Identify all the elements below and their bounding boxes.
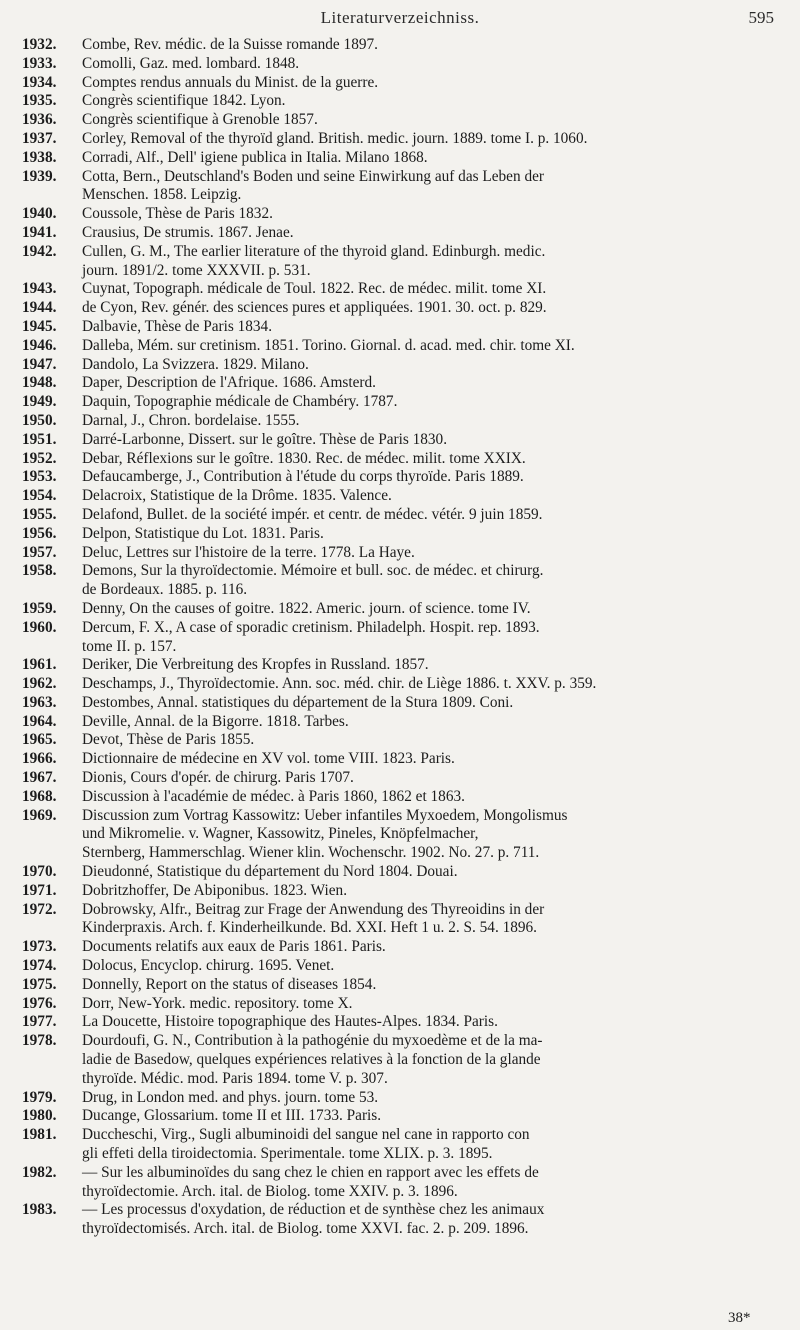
entry-number: 1943. <box>22 280 57 298</box>
entry-number: 1968. <box>22 787 57 805</box>
entry-number: 1974. <box>22 957 57 975</box>
entry-text: Documents relatifs aux eaux de Paris 1861. Paris. <box>82 938 386 956</box>
entry-number: 1975. <box>22 975 57 993</box>
entry-number: 1939. <box>22 167 57 185</box>
bibliography-entry <box>0 468 800 487</box>
entry-number: 1979. <box>22 1088 57 1106</box>
running-title: Literaturverzeichniss. <box>320 8 480 27</box>
entry-number: 1982. <box>22 1163 57 1181</box>
entry-text: Dourdoufi, G. N., Contribution à la pathogénie du myxoedème et de la ma- ladie de Basedow, quelques expériences relatives à la fonction de la glande thyroïde. Médic. mod. Paris 1894. tome V. p. 307. <box>82 1032 543 1087</box>
entry-text: de Cyon, Rev. génér. des sciences pures et appliquées. 1901. 30. oct. p. 829. <box>82 299 547 317</box>
bibliography-list <box>0 36 800 1239</box>
entry-text: Crausius, De strumis. 1867. Jenae. <box>82 223 294 241</box>
entry-text: Dercum, F. X., A case of sporadic cretinism. Philadelph. Hospit. rep. 1893. tome II. p. 157. <box>82 618 540 655</box>
entry-text: Coussole, Thèse de Paris 1832. <box>82 205 273 223</box>
entry-text: Dionis, Cours d'opér. de chirurg. Paris 1707. <box>82 769 354 787</box>
bibliography-entry <box>0 525 800 544</box>
entry-text: Dobritzhoffer, De Abiponibus. 1823. Wien. <box>82 881 348 899</box>
entry-number: 1953. <box>22 468 57 486</box>
entry-number: 1954. <box>22 487 57 505</box>
entry-text: Deschamps, J., Thyroïdectomie. Ann. soc. méd. chir. de Liège 1886. t. XXV. p. 359. <box>82 675 597 693</box>
entry-number: 1933. <box>22 54 57 72</box>
entry-number: 1942. <box>22 242 57 260</box>
entry-text: Deville, Annal. de la Bigorre. 1818. Tarbes. <box>82 712 349 730</box>
entry-number: 1973. <box>22 938 57 956</box>
page-header <box>0 0 800 40</box>
entry-text: Delpon, Statistique du Lot. 1831. Paris. <box>82 524 324 542</box>
entry-text: Cullen, G. M., The earlier literature of the thyroid gland. Edinburgh. medic. journ. 1891/2. tome XXXVII. p. 531. <box>82 242 546 279</box>
entry-number: 1967. <box>22 769 57 787</box>
bibliography-entry <box>0 731 800 750</box>
entry-number: 1970. <box>22 863 57 881</box>
entry-text: Discussion à l'académie de médec. à Paris 1860, 1862 et 1863. <box>82 787 465 805</box>
entry-number: 1951. <box>22 430 57 448</box>
entry-text: Duccheschi, Virg., Sugli albuminoidi del sangue nel cane in rapporto con gli effeti della tiroidectomia. Sperimentale. tome XLIX. p. 3. 1895. <box>82 1126 530 1163</box>
bibliography-entry <box>0 224 800 243</box>
entry-text: Corley, Removal of the thyroïd gland. British. medic. journ. 1889. tome I. p. 1060. <box>82 129 588 147</box>
entry-text: Darré-Larbonne, Dissert. sur le goître. Thèse de Paris 1830. <box>82 430 448 448</box>
bibliography-entry <box>0 1013 800 1032</box>
bibliography-entry <box>0 544 800 563</box>
entry-text: Delafond, Bullet. de la société impér. et centr. de médec. vétér. 9 juin 1859. <box>82 505 543 523</box>
entry-text: Dandolo, La Svizzera. 1829. Milano. <box>82 355 309 373</box>
bibliography-entry <box>0 506 800 525</box>
bibliography-entry <box>0 995 800 1014</box>
entry-number: 1966. <box>22 750 57 768</box>
entry-number: 1934. <box>22 73 57 91</box>
entry-number: 1941. <box>22 223 57 241</box>
entry-text: Denny, On the causes of goitre. 1822. Americ. journ. of science. tome IV. <box>82 599 531 617</box>
entry-number: 1945. <box>22 317 57 335</box>
bibliography-entry <box>0 318 800 337</box>
bibliography-entry <box>0 901 800 939</box>
entry-text: Dobrowsky, Alfr., Beitrag zur Frage der Anwendung des Thyreoidins in der Kinderpraxis. Arch. f. Kinderheilkunde. Bd. XXI. Heft 1 u. 2. S. 54. 1896. <box>82 900 545 937</box>
entry-text: Donnelly, Report on the status of diseases 1854. <box>82 975 377 993</box>
bibliography-entry <box>0 976 800 995</box>
entry-text: Congrès scientifique 1842. Lyon. <box>82 92 286 110</box>
entry-text: Dalleba, Mém. sur cretinism. 1851. Torino. Giornal. d. acad. med. chir. tome XI. <box>82 336 575 354</box>
entry-text: Daper, Description de l'Afrique. 1686. Amsterd. <box>82 374 376 392</box>
entry-number: 1960. <box>22 618 57 636</box>
bibliography-entry <box>0 374 800 393</box>
entry-number: 1962. <box>22 675 57 693</box>
bibliography-entry <box>0 74 800 93</box>
entry-text: Comptes rendus annuals du Minist. de la guerre. <box>82 73 379 91</box>
signature-mark: 38* <box>728 1310 751 1326</box>
bibliography-entry <box>0 111 800 130</box>
bibliography-entry <box>0 36 800 55</box>
bibliography-entry <box>0 1164 800 1202</box>
entry-number: 1946. <box>22 336 57 354</box>
bibliography-entry <box>0 149 800 168</box>
entry-text: Congrès scientifique à Grenoble 1857. <box>82 111 318 129</box>
entry-number: 1959. <box>22 599 57 617</box>
page-number: 595 <box>748 8 774 27</box>
entry-text: Daquin, Topographie médicale de Chambéry. 1787. <box>82 393 398 411</box>
bibliography-entry <box>0 713 800 732</box>
entry-text: Dictionnaire de médecine en XV vol. tome VIII. 1823. Paris. <box>82 750 455 768</box>
entry-number: 1980. <box>22 1107 57 1125</box>
bibliography-entry <box>0 769 800 788</box>
entry-number: 1950. <box>22 411 57 429</box>
bibliography-entry <box>0 882 800 901</box>
bibliography-entry <box>0 750 800 769</box>
entry-text: Cotta, Bern., Deutschland's Boden und seine Einwirkung auf das Leben der Menschen. 1858. Leipzig. <box>82 167 544 204</box>
bibliography-entry <box>0 1126 800 1164</box>
entry-number: 1969. <box>22 806 57 824</box>
entry-number: 1948. <box>22 374 57 392</box>
bibliography-entry <box>0 431 800 450</box>
entry-text: Destombes, Annal. statistiques du département de la Stura 1809. Coni. <box>82 693 514 711</box>
entry-text: Delacroix, Statistique de la Drôme. 1835. Valence. <box>82 487 392 505</box>
entry-text: Deluc, Lettres sur l'histoire de la terre. 1778. La Haye. <box>82 543 415 561</box>
entry-number: 1972. <box>22 900 57 918</box>
entry-text: Drug, in London med. and phys. journ. tome 53. <box>82 1088 379 1106</box>
entry-text: Comolli, Gaz. med. lombard. 1848. <box>82 54 300 72</box>
bibliography-entry <box>0 55 800 74</box>
entry-text: Defaucamberge, J., Contribution à l'étude du corps thyroïde. Paris 1889. <box>82 468 524 486</box>
bibliography-entry <box>0 299 800 318</box>
entry-number: 1983. <box>22 1201 57 1219</box>
entry-text: Debar, Réflexions sur le goître. 1830. Rec. de médec. milit. tome XXIX. <box>82 449 526 467</box>
bibliography-entry <box>0 243 800 281</box>
entry-number: 1940. <box>22 205 57 223</box>
entry-number: 1963. <box>22 693 57 711</box>
bibliography-entry <box>0 487 800 506</box>
bibliography-entry <box>0 788 800 807</box>
entry-text: Corradi, Alf., Dell' igiene publica in Italia. Milano 1868. <box>82 148 428 166</box>
entry-text: Dolocus, Encyclop. chirurg. 1695. Venet. <box>82 957 335 975</box>
entry-text: Cuynat, Topograph. médicale de Toul. 1822. Rec. de médec. milit. tome XI. <box>82 280 547 298</box>
entry-text: Discussion zum Vortrag Kassowitz: Ueber infantiles Myxoedem, Mongolismus und Mikromelie. v. Wagner, Kassowitz, Pineles, Knöpfelmacher, Sternberg, Hammerschlag. Wiener klin. Wochenschr. 1902. No. 27. p. 711. <box>82 806 568 862</box>
entry-text: La Doucette, Histoire topographique des Hautes-Alpes. 1834. Paris. <box>82 1013 498 1031</box>
bibliography-entry <box>0 694 800 713</box>
entry-number: 1936. <box>22 111 57 129</box>
entry-number: 1952. <box>22 449 57 467</box>
bibliography-entry <box>0 1089 800 1108</box>
bibliography-entry <box>0 675 800 694</box>
entry-text: Ducange, Glossarium. tome II et III. 1733. Paris. <box>82 1107 382 1125</box>
entry-text: Dorr, New-York. medic. repository. tome X. <box>82 994 353 1012</box>
bibliography-entry <box>0 92 800 111</box>
bibliography-entry <box>0 356 800 375</box>
entry-number: 1964. <box>22 712 57 730</box>
entry-number: 1944. <box>22 299 57 317</box>
entry-text: Demons, Sur la thyroïdectomie. Mémoire et bull. soc. de médec. et chirurg. de Bordeaux. 1885. p. 116. <box>82 562 544 599</box>
entry-text: Deriker, Die Verbreitung des Kropfes in Russland. 1857. <box>82 656 429 674</box>
bibliography-entry <box>0 600 800 619</box>
entry-number: 1965. <box>22 731 57 749</box>
bibliography-entry <box>0 863 800 882</box>
bibliography-entry <box>0 656 800 675</box>
entry-number: 1955. <box>22 505 57 523</box>
bibliography-entry <box>0 938 800 957</box>
entry-text: Combe, Rev. médic. de la Suisse romande 1897. <box>82 36 378 53</box>
bibliography-entry <box>0 619 800 657</box>
bibliography-entry <box>0 562 800 600</box>
bibliography-entry <box>0 130 800 149</box>
bibliography-entry <box>0 1201 800 1239</box>
bibliography-entry <box>0 1032 800 1088</box>
entry-number: 1971. <box>22 881 57 899</box>
entry-text: Dieudonné, Statistique du département du Nord 1804. Douai. <box>82 863 458 881</box>
entry-number: 1958. <box>22 562 57 580</box>
entry-number: 1957. <box>22 543 57 561</box>
entry-text: Dalbavie, Thèse de Paris 1834. <box>82 317 273 335</box>
entry-number: 1949. <box>22 393 57 411</box>
entry-text: — Sur les albuminoïdes du sang chez le chien en rapport avec les effets de thyroïdectomie. Arch. ital. de Biolog. tome XXIV. p. 3. 1896. <box>82 1163 539 1200</box>
entry-number: 1956. <box>22 524 57 542</box>
entry-text: Devot, Thèse de Paris 1855. <box>82 731 255 749</box>
entry-number: 1947. <box>22 355 57 373</box>
entry-number: 1938. <box>22 148 57 166</box>
entry-number: 1977. <box>22 1013 57 1031</box>
entry-text: — Les processus d'oxydation, de réduction et de synthèse chez les animaux thyroïdectomisés. Arch. ital. de Biolog. tome XXVI. fac. 2. p. 209. 1896. <box>82 1201 545 1238</box>
entry-number: 1932. <box>22 36 57 53</box>
entry-number: 1976. <box>22 994 57 1012</box>
entry-number: 1937. <box>22 129 57 147</box>
bibliography-entry <box>0 957 800 976</box>
bibliography-entry <box>0 280 800 299</box>
bibliography-entry <box>0 1107 800 1126</box>
bibliography-entry <box>0 412 800 431</box>
bibliography-entry <box>0 168 800 206</box>
entry-text: Darnal, J., Chron. bordelaise. 1555. <box>82 411 300 429</box>
bibliography-entry <box>0 807 800 863</box>
bibliography-entry <box>0 393 800 412</box>
entry-number: 1981. <box>22 1126 57 1144</box>
bibliography-entry <box>0 450 800 469</box>
entry-number: 1961. <box>22 656 57 674</box>
bibliography-entry <box>0 205 800 224</box>
entry-number: 1978. <box>22 1032 57 1050</box>
bibliography-entry <box>0 337 800 356</box>
entry-number: 1935. <box>22 92 57 110</box>
